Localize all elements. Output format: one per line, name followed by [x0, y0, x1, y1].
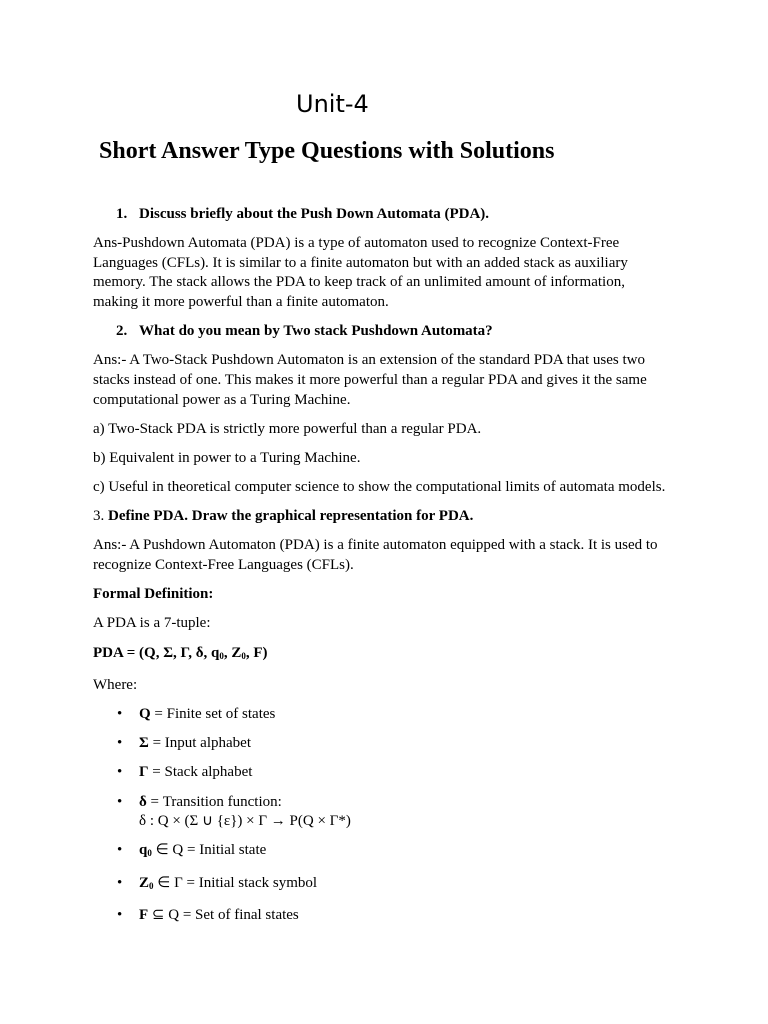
list-item: • $Z_0$ ∈ Γ = Initial stack symbol	[93, 874, 673, 897]
bullet-icon: •	[117, 874, 123, 891]
question-number: 3.	[93, 508, 105, 525]
list-item: • δ = Transition function: δ : Q × (Σ ∪ {ε}) × Γ → P(Q × Γ*)	[117, 793, 351, 830]
bullet-icon: •	[117, 764, 123, 781]
answer-2-point-b: b) Equivalent in power to a Turing Machine.	[93, 449, 361, 466]
pda-tuple: PDA = (Q, Σ, Γ, δ, $q_0$, $Z_0$, F)	[93, 644, 268, 661]
tuple-intro: A PDA is a 7-tuple:	[93, 615, 211, 632]
document-body	[93, 205, 673, 935]
question-text: Discuss briefly about the Push Down Automata (PDA).	[139, 206, 490, 222]
definition-list	[93, 705, 673, 925]
question-text: What do you mean by Two stack Pushdown Automata?	[139, 323, 493, 340]
document-title: Short Answer Type Questions with Solutions	[99, 138, 555, 164]
bullet-icon: •	[117, 842, 123, 859]
unit-title: Unit-4	[296, 90, 369, 118]
question-text: Define PDA. Draw the graphical representation for PDA.	[108, 508, 474, 525]
question-1	[93, 205, 673, 225]
list-item: • Γ = Stack alphabet	[93, 763, 673, 783]
answer-2: Ans:- A Two-Stack Pushdown Automaton is an extension of the standard PDA that uses two stacks instead of one. This makes it more powerful than a regular PDA and gives it the same computational power as a Turing Machine.	[93, 352, 647, 408]
formal-definition-label: Formal Definition:	[93, 586, 214, 603]
answer-1: Ans-Pushdown Automata (PDA) is a type of automaton used to recognize Context-Free Languages (CFLs). It is similar to a finite automaton but with an added stack as auxiliary memory. The stack allows the PDA to keep track of an unlimited amount of information, making it more powerful than a finite automaton.	[93, 235, 628, 310]
transition-function: δ : Q × (Σ ∪ {ε}) × Γ → P(Q × Γ*)	[139, 813, 351, 830]
list-item: • Q = Finite set of states	[93, 705, 673, 725]
list-item: • Σ = Input alphabet	[93, 734, 673, 754]
answer-3: Ans:- A Pushdown Automaton (PDA) is a finite automaton equipped with a stack. It is used to recognize Context-Free Languages (CFLs).	[93, 537, 658, 574]
question-2	[93, 322, 673, 342]
list-item: • F ⊆ Q = Set of final states	[93, 906, 673, 926]
answer-2-point-a: a) Two-Stack PDA is strictly more powerful than a regular PDA.	[93, 420, 482, 437]
answer-2-point-c: c) Useful in theoretical computer science to show the computational limits of automata models.	[93, 479, 666, 496]
bullet-icon: •	[117, 793, 123, 810]
bullet-icon: •	[117, 706, 123, 722]
list-item: • $q_0$ ∈ Q = Initial state	[93, 841, 673, 864]
question-number: 1.	[116, 206, 128, 222]
bullet-icon: •	[117, 735, 123, 752]
question-number: 2.	[116, 323, 128, 340]
question-3	[93, 507, 673, 527]
where-label: Where:	[93, 676, 138, 693]
bullet-icon: •	[117, 906, 123, 923]
